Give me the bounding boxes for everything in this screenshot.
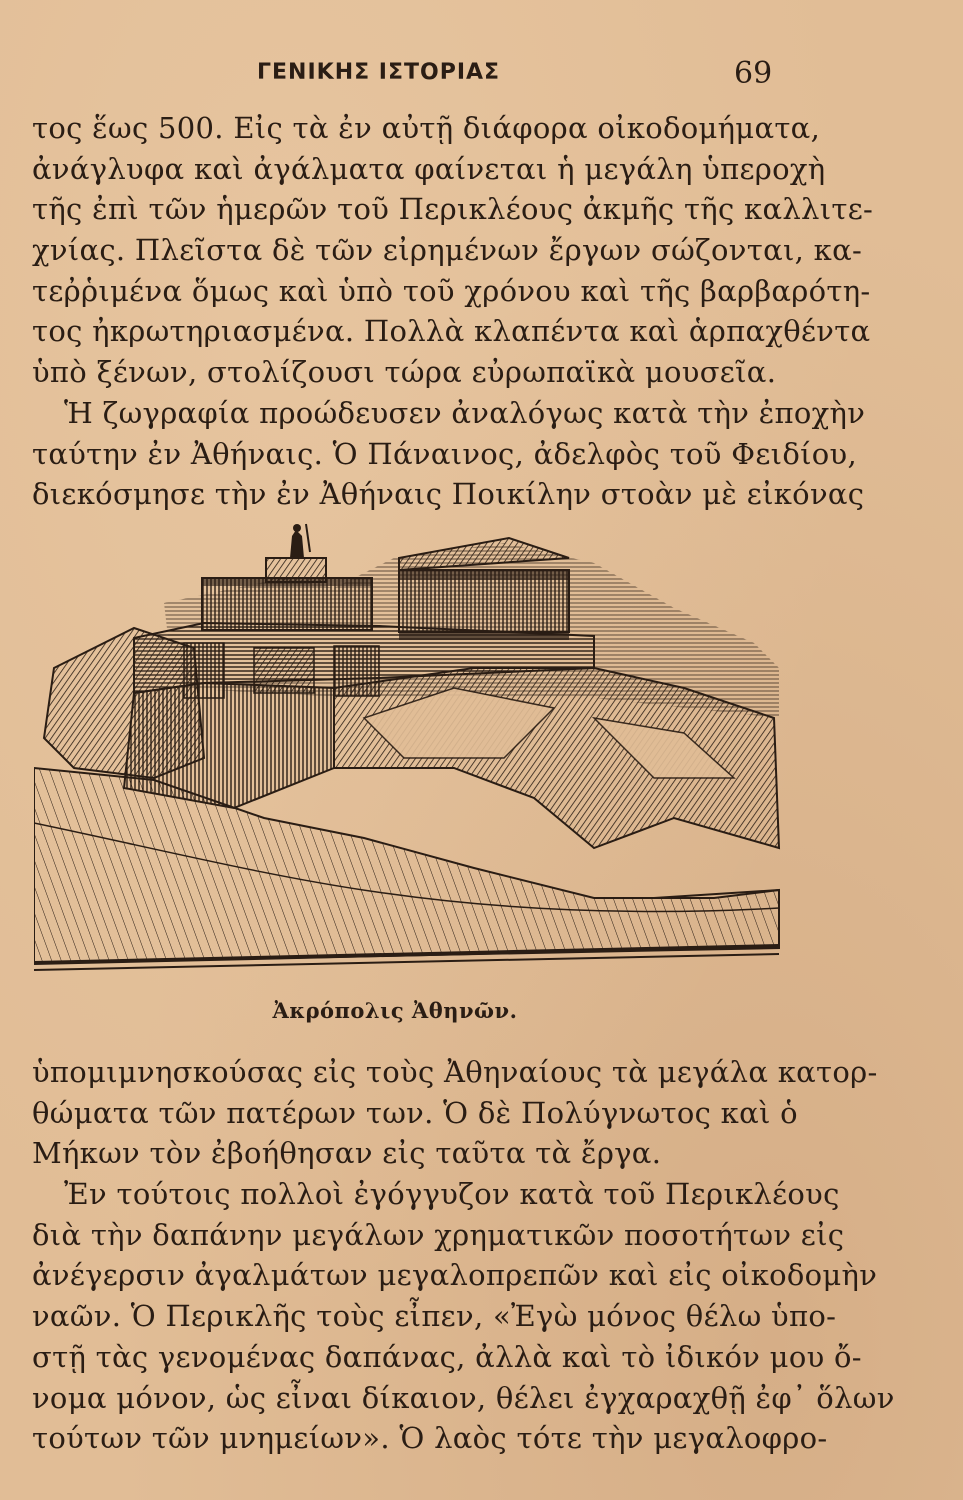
text-line: διὰ τὴν δαπάνην μεγάλων χρηματικῶν ποσοτήτων εἰς bbox=[32, 1217, 845, 1252]
parthenon bbox=[399, 538, 569, 640]
text-line: Ἐν τούτοις πολλοὶ ἐγόγγυζον κατὰ τοῦ Περικλέους bbox=[64, 1177, 840, 1212]
text-block-bottom bbox=[32, 1052, 895, 1459]
text-line: ναῶν. Ὁ Περικλῆς τοὺς εἶπεν, «Ἐγὼ μόνος θέλω ὑπο- bbox=[32, 1299, 837, 1334]
text-line: ἀνέγερσιν ἀγαλμάτων μεγαλοπρεπῶν καὶ εἰς οἰκοδομὴν bbox=[32, 1258, 878, 1293]
figure-caption: Ἀκρόπολις Ἀθηνῶν. bbox=[272, 998, 518, 1023]
acropolis-engraving bbox=[34, 518, 786, 990]
text-line: ταύτην ἐν Ἀθήναις. Ὁ Πάναινος, ἀδελφὸς τοῦ Φειδίου, bbox=[32, 436, 857, 471]
text-line: Ἡ ζωγραφία προώδευσεν ἀναλόγως κατὰ τὴν ἐποχὴν bbox=[64, 395, 866, 430]
text-line: θώματα τῶν πατέρων των. Ὁ δὲ Πολύγνωτος καὶ ὁ bbox=[32, 1095, 798, 1130]
text-line: στῇ τὰς γενομένας δαπάνας, ἀλλὰ καὶ τὸ ἰδικόν μου ὄ- bbox=[32, 1339, 862, 1374]
text-line: τος ἠκρωτηριασμένα. Πολλὰ κλαπέντα καὶ ἁρπαχθέντα bbox=[32, 314, 871, 349]
page-number: 69 bbox=[734, 56, 773, 91]
text-line: τος ἕως 500. Εἰς τὰ ἐν αὐτῇ διάφορα οἰκοδομήματα, bbox=[32, 111, 821, 145]
text-line: ἀνάγλυφα καὶ ἀγάλματα φαίνεται ἡ μεγάλη ὑπεροχὴ bbox=[32, 151, 826, 186]
text-line: τῆς ἐπὶ τῶν ἡμερῶν τοῦ Περικλέους ἀκμῆς τῆς καλλιτε- bbox=[32, 192, 874, 227]
text-line: τεῤῥιμένα ὅμως καὶ ὑπὸ τοῦ χρόνου καὶ τῆς βαρβαρότη- bbox=[32, 273, 871, 308]
page-header bbox=[0, 56, 963, 100]
text-block-top bbox=[32, 108, 874, 515]
text-line: ὑπομιμνησκούσας εἰς τοὺς Ἀθηναίους τὰ μεγάλα κατορ- bbox=[32, 1055, 878, 1089]
text-line: νομα μόνον, ὡς εἶναι δίκαιον, θέλει ἐγχαραχθῇ ἐφ᾽ ὅλων bbox=[32, 1380, 895, 1415]
text-line: χνίας. Πλεῖστα δὲ τῶν εἰρημένων ἔργων σώζονται, κα- bbox=[32, 233, 863, 268]
running-title: ΓΕΝΙΚΗΣ ΙΣΤΟΡΙΑΣ bbox=[257, 60, 501, 85]
text-line: τούτων τῶν μνημείων». Ὁ λαὸς τότε τὴν μεγαλοφρο- bbox=[32, 1421, 828, 1456]
text-line: διεκόσμησε τὴν ἐν Ἀθήναις Ποικίλην στοὰν μὲ εἰκόνας bbox=[32, 477, 865, 512]
text-line: Μήκων τὸν ἐβοήθησαν εἰς ταῦτα τὰ ἔργα. bbox=[32, 1136, 662, 1171]
text-line: ὑπὸ ξένων, στολίζουσι τώρα εὐρωπαϊκὰ μουσεῖα. bbox=[32, 355, 777, 390]
propylaea bbox=[202, 524, 372, 630]
